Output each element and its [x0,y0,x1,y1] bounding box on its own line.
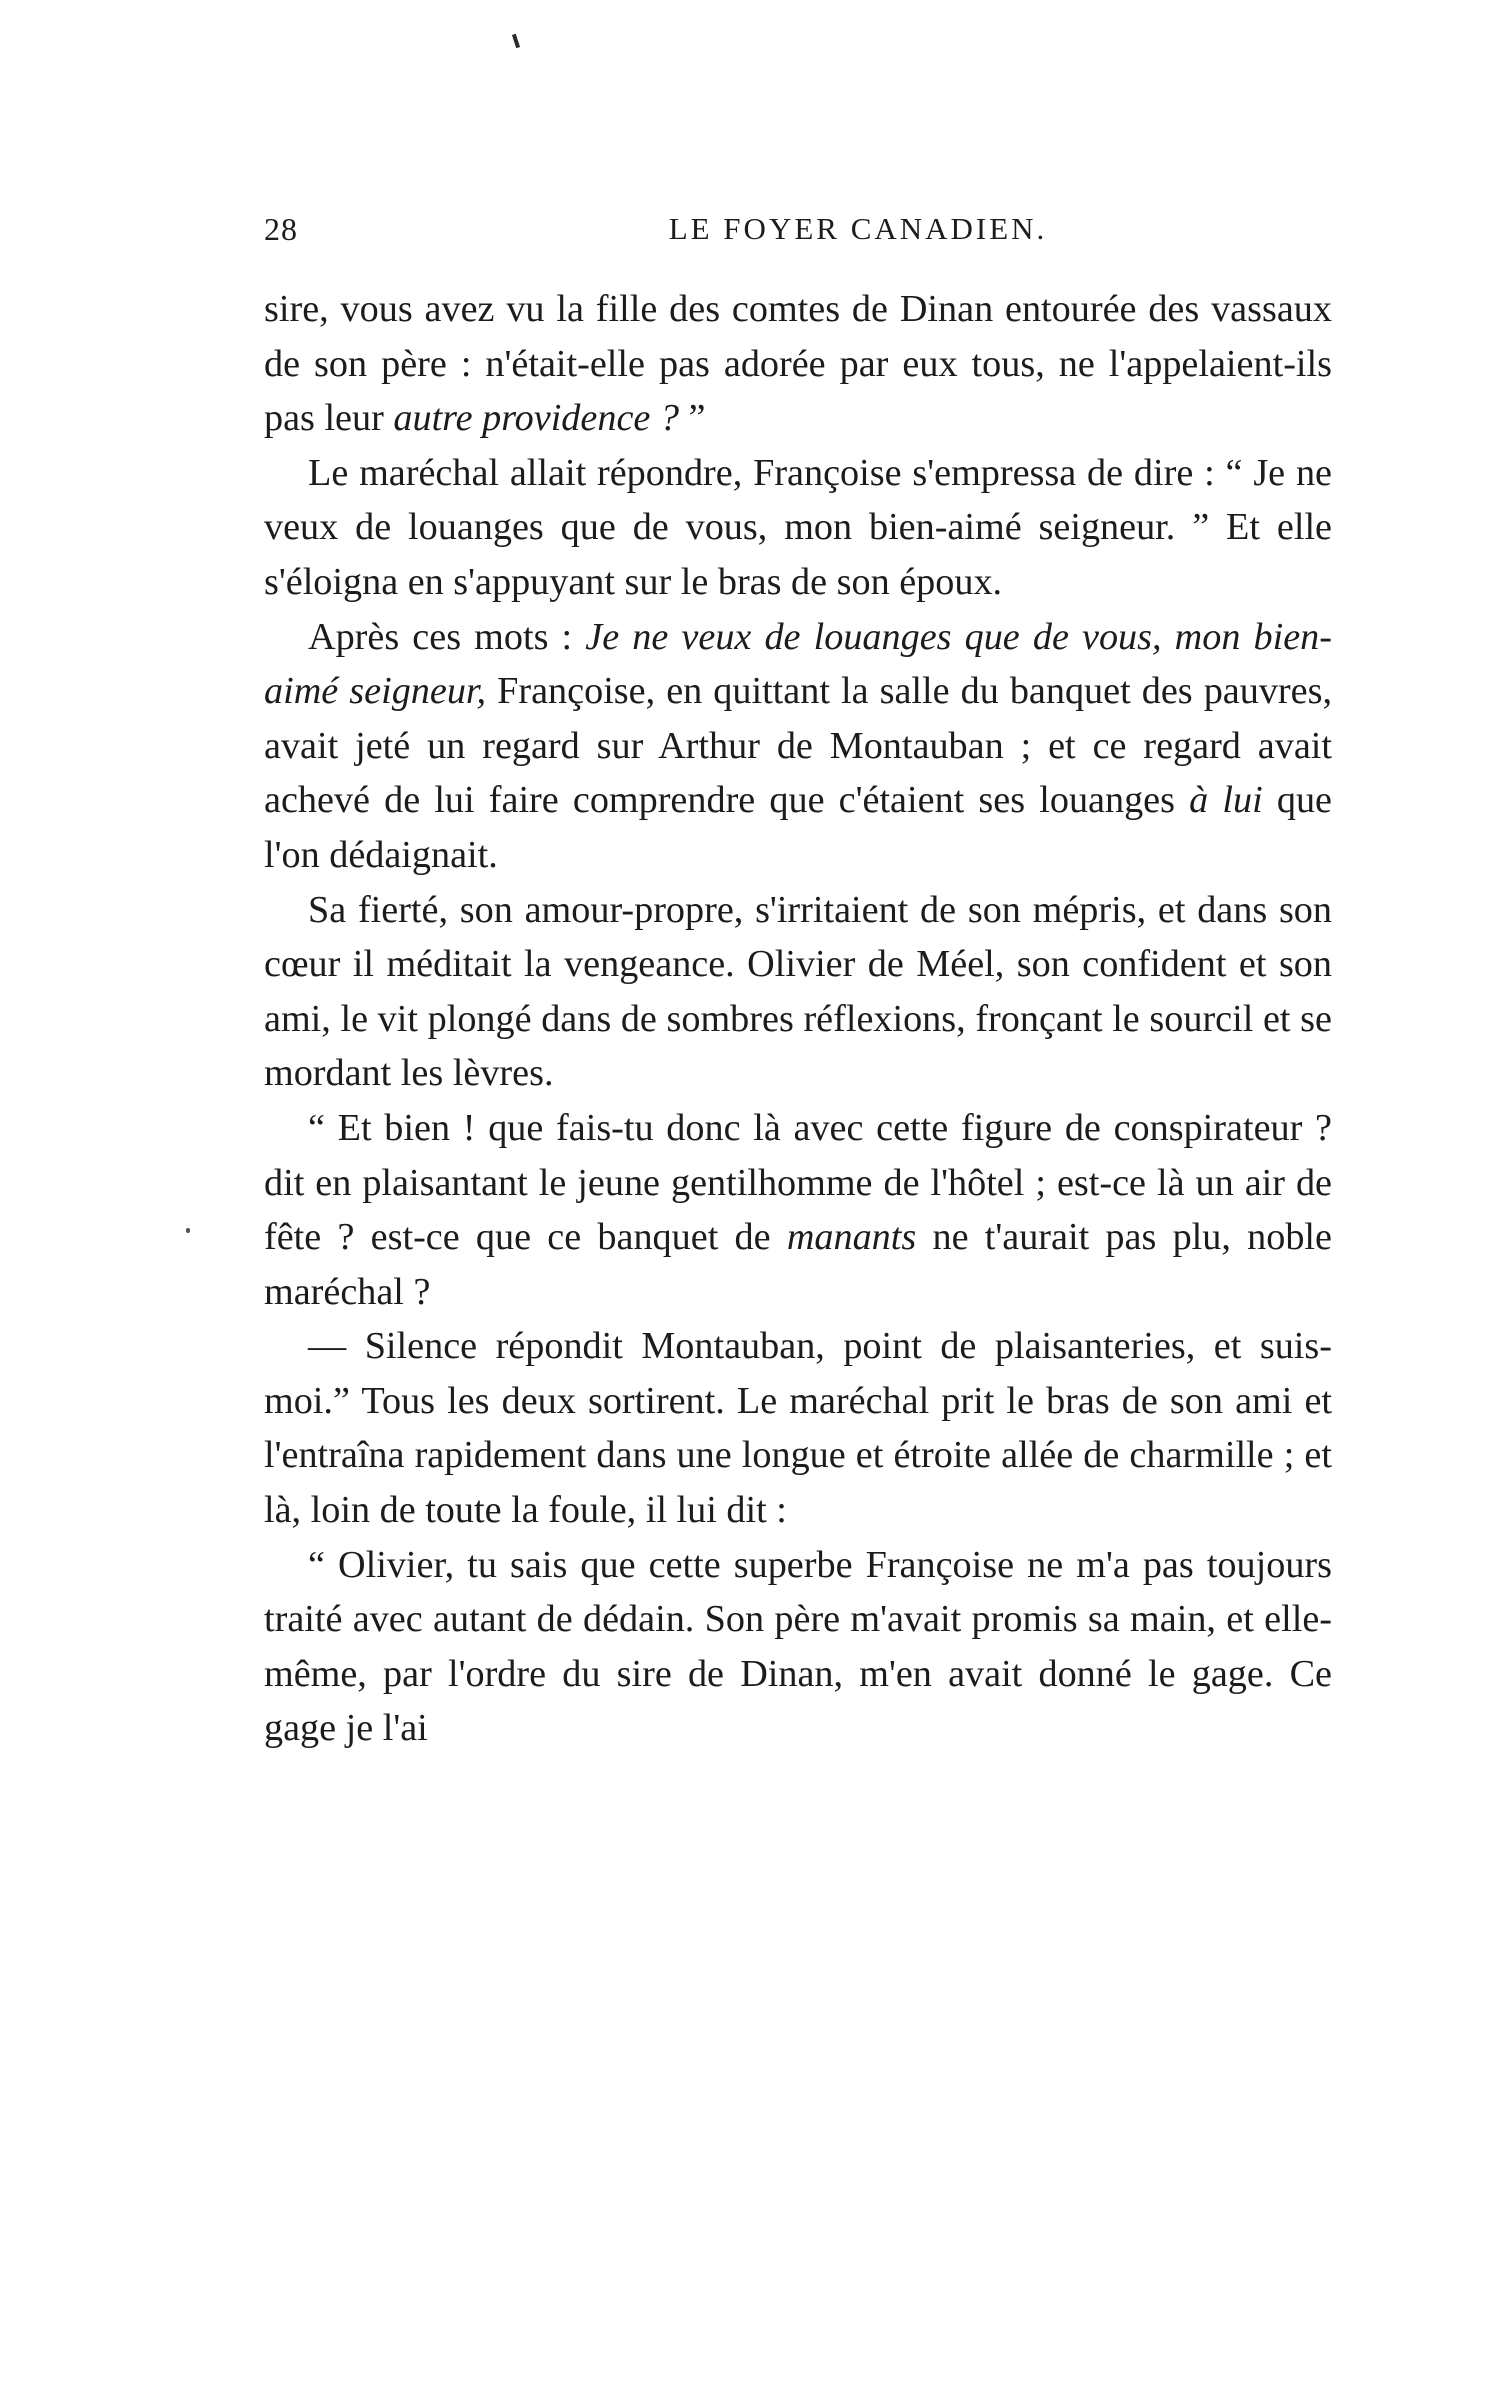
body-text [264,282,1332,1756]
text-run: “ Et bien ! que fais-tu donc là avec cette figure de conspirateur ? dit en plaisantant le jeune gentilhomme de l'hôtel ; est-ce là un air de fête ? est-ce que ce banquet de [264,1106,1332,1259]
italic-text: manants [786,1216,917,1259]
paragraph [264,282,1332,446]
text-run: Après ces mots : [308,615,586,658]
running-title: LE FOYER CANADIEN. [668,211,1048,246]
paragraph [264,610,1332,883]
ink-speck [186,1228,190,1233]
text-run: sire, vous avez vu la fille des comtes de Dinan entourée des vassaux de son père : n'était-elle pas adorée par eux tous, ne l'appelaient-ils pas leur [264,288,1332,440]
text-run: Sa fierté, son amour-propre, s'irritaient de son mépris, et dans son cœur il méditait la vengeance. Olivier de Méel, son confident et son ami, le vit plongé dans de sombres réflexions, fronçant le sourcil et se mordant les lèvres. [264,888,1332,1095]
text-run: Le maréchal allait répondre, Françoise s'empressa de dire : “ Je ne veux de louanges que de vous, mon bien-aimé seigneur. ” Et elle s'éloigna en s'appuyant sur le bras de son époux. [264,451,1332,603]
text-run: “ Olivier, tu sais que cette superbe Françoise ne m'a pas toujours traité avec autant de dédain. Son père m'avait promis sa main, et elle-même, par l'ordre du sire de Dinan, m'en avait donné le gage. Ce gage je l'ai [264,1543,1332,1750]
page-header [264,204,1332,254]
text-run: que l'on dédaignait. [264,779,1332,876]
ink-speck [512,34,520,49]
paragraph [264,883,1332,1101]
paragraph [264,1538,1332,1756]
italic-text: Je ne veux de louanges que de vous, mon bien-aimé seigneur, [264,615,1332,713]
italic-text: à lui [1189,779,1263,822]
paragraph [264,446,1332,610]
paragraph [264,1319,1332,1537]
paragraph [264,1101,1332,1319]
text-run: ” [678,397,706,440]
italic-text: autre providence ? [393,397,679,440]
text-run: Françoise, en quittant la salle du banquet des pauvres, avait jeté un regard sur Arthur de Montauban ; et ce regard avait achevé de lui faire comprendre que c'étaient ses louanges [264,670,1333,822]
text-run: — Silence répondit Montauban, point de plaisanteries, et suis-moi.” Tous les deux sortirent. Le maréchal prit le bras de son ami et l'entraîna rapidement dans une longue et étroite allée de charmille ; et là, loin de toute la foule, il lui dit : [264,1325,1332,1532]
text-run: ne t'aurait pas plu, noble maréchal ? [264,1216,1332,1313]
page-number: 28 [264,211,298,247]
